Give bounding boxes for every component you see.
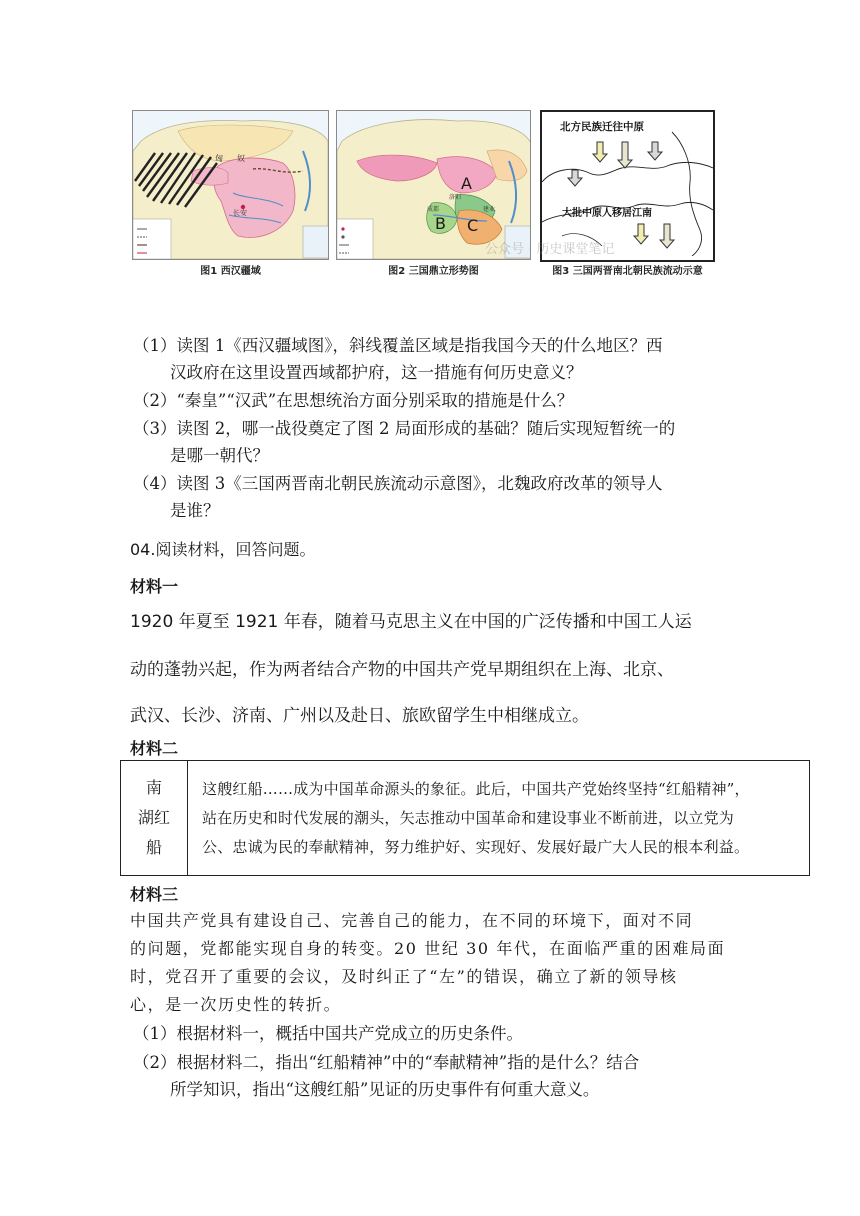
figure-1-map xyxy=(132,110,329,260)
material-3-line-2: 的问题，党都能实现自身的转变。20 世纪 30 年代，在面临严重的困难局面 xyxy=(130,939,726,958)
map-label-jianye: 建业 xyxy=(483,206,496,213)
table-row xyxy=(121,761,810,876)
material-3-label: 材料三 xyxy=(130,885,179,904)
north-migration-text: 北方民族迁往中原 xyxy=(560,121,644,133)
material-2-text-cell xyxy=(188,761,810,876)
map-label-c: C xyxy=(467,216,479,235)
western-han-map-image xyxy=(133,111,329,259)
map-label-xiongnu-2: 奴 xyxy=(237,154,245,163)
figure-1 xyxy=(132,110,329,280)
caption-line: 南 xyxy=(145,778,162,797)
watermark-text: 公众号 · 历史课堂笔记 xyxy=(485,242,615,257)
material-1-line-3: 武汉、长沙、济南、广州以及赴日、旅欧留学生中相继成立。 xyxy=(130,706,589,726)
material-1-line-1: 1920 年夏至 1921 年春，随着马克思主义在中国的广泛传播和中国工人运 xyxy=(130,612,692,632)
figures-row xyxy=(130,110,715,280)
question-2-line-1: （2）“秦皇”“汉武”在思想统治方面分别采取的措施是什么？ xyxy=(133,391,574,410)
map-label-xiongnu-1: 匈 xyxy=(215,154,223,163)
material-2-table xyxy=(120,760,810,876)
question-3-line-2: 是哪一朝代？ xyxy=(170,446,269,465)
question-part2-2-line-1: （2）根据材料二，指出“红船精神”中的“奉献精神”指的是什么？结合 xyxy=(133,1053,640,1072)
material-3-line-3: 时，党召开了重要的会议，及时纠正了“左”的错误，确立了新的领导核 xyxy=(130,967,678,986)
section-heading: 04.阅读材料，回答问题。 xyxy=(130,540,316,559)
map-label-luoyang: 洛阳 xyxy=(449,194,462,201)
question-1-line-2: 汉政府在这里设置西域都护府，这一措施有何历史意义？ xyxy=(170,363,583,382)
figure-1-caption: 图1 西汉疆域 xyxy=(200,266,261,277)
map-label-a: A xyxy=(461,174,472,193)
material-2-line-3: 公、忠诚为民的奉献精神，努力维护好、实现好、发展好最广大人民的根本利益。 xyxy=(202,837,750,856)
material-3-line-1: 中国共产党具有建设自己、完善自己的能力，在不同的环境下，面对不同 xyxy=(130,911,694,930)
question-3-line-1: （3）读图 2，哪一战役奠定了图 2 局面形成的基础？随后实现短暂统一的 xyxy=(133,419,676,438)
material-2-line-2: 站在历史和时代发展的潮头，矢志推动中国革命和建设事业不断前进，以立党为 xyxy=(202,808,735,827)
material-2-line-1: 这艘红船……成为中国革命源头的象征。此后，中国共产党始终坚持“红船精神”， xyxy=(202,779,750,798)
map-label-chengdu: 成都 xyxy=(427,206,440,213)
south-migration-text: 大批中原人移居江南 xyxy=(562,208,652,219)
question-4-line-1: （4）读图 3《三国两晋南北朝民族流动示意图》，北魏政府改革的领导人 xyxy=(133,474,663,493)
material-1-line-2: 动的蓬勃兴起，作为两者结合产物的中国共产党早期组织在上海、北京、 xyxy=(130,660,674,680)
material-2-caption-cell xyxy=(121,761,188,876)
caption-line: 湖红 xyxy=(137,808,170,827)
question-part2-1: （1）根据材料一，概括中国共产党成立的历史条件。 xyxy=(133,1024,523,1043)
map-label-changan: 长安 xyxy=(233,209,247,217)
question-part2-2-line-2: 所学知识，指出“这艘红船”见证的历史事件有何重大意义。 xyxy=(170,1080,600,1099)
figure-2-caption: 图2 三国鼎立形势图 xyxy=(388,266,479,277)
material-1-label: 材料一 xyxy=(130,577,179,596)
material-3-line-4: 心，是一次历史性的转折。 xyxy=(130,995,342,1014)
material-2-label: 材料二 xyxy=(130,739,179,758)
caption-line: 船 xyxy=(145,838,162,857)
migration-map-image xyxy=(542,112,713,256)
figure-3-caption: 图3 三国两晋南北朝民族流动示意 xyxy=(552,266,703,277)
question-4-line-2: 是谁？ xyxy=(170,501,220,520)
three-kingdoms-map-image xyxy=(337,111,531,259)
question-1-line-1: （1）读图 1《西汉疆域图》，斜线覆盖区域是指我国今天的什么地区？西 xyxy=(133,336,663,355)
map-label-b: B xyxy=(435,214,446,233)
